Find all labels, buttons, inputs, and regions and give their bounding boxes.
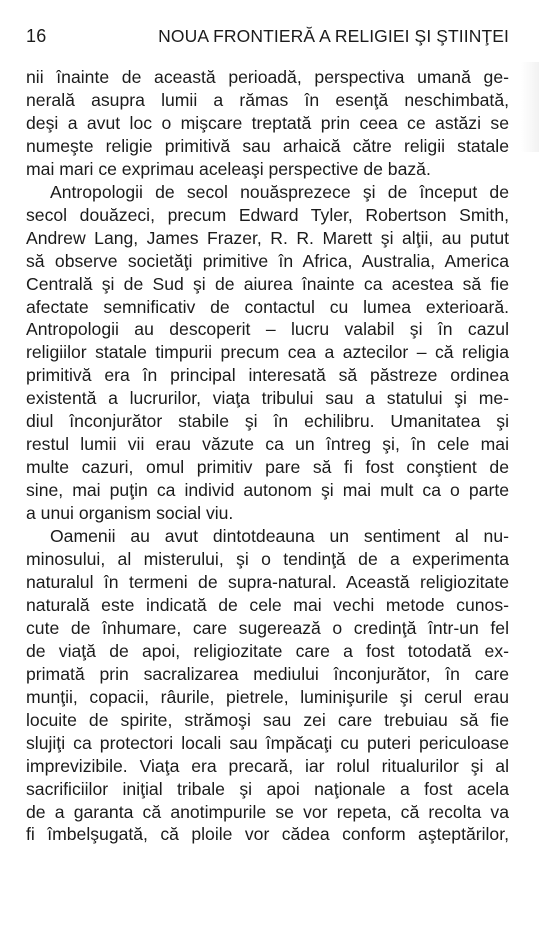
text-line: mai mari ce exprimau aceleaşi perspective de bază. bbox=[26, 158, 431, 179]
text-line: de a garanta că anotimpurile se vor repeta, că recolta va bbox=[26, 801, 509, 822]
text-line: de viaţă de apoi, religiozitate care a fost totodată ex- bbox=[26, 640, 509, 661]
text-line: cute de înhumare, care sugerează o credinţă într-un fel bbox=[26, 617, 509, 638]
text-line: minosului, al misterului, şi o tendinţă de a experimenta bbox=[26, 549, 509, 570]
body-text bbox=[26, 66, 509, 846]
text-line: a unui organism social viu. bbox=[26, 503, 234, 524]
text-line: primitivă era în principal interesată să păstreze ordinea bbox=[26, 365, 509, 386]
page-edge-shadow bbox=[521, 62, 539, 152]
text-line: fi îmbelşugată, că ploile vor cădea conform aşteptărilor, bbox=[26, 824, 509, 845]
text-line: numeşte religie primitivă sau arhaică către religii statale bbox=[26, 135, 509, 156]
text-line: sine, mai puţin ca individ autonom şi mai mult ca o parte bbox=[26, 480, 509, 501]
text-line: afectate semnificativ de contactul cu lumea exterioară. bbox=[26, 296, 509, 317]
text-line: Antropologii au descoperit – lucru valabil şi în cazul bbox=[26, 319, 509, 340]
text-line: Centrală şi de Sud şi de aiurea înainte ca acestea să fie bbox=[26, 273, 509, 294]
text-line: sacrificiilor iniţial tribale şi apoi naţionale a fost acela bbox=[26, 778, 509, 799]
text-line: naturală este indicată de cele mai vechi metode cunos- bbox=[26, 594, 509, 615]
text-line: munţii, copacii, râurile, pietrele, luminişurile şi cerul erau bbox=[26, 686, 509, 707]
text-line: nerală asupra lumii a rămas în esenţă neschimbată, bbox=[26, 89, 509, 110]
text-line: primată prin sacralizarea mediului înconjurător, în care bbox=[26, 663, 509, 684]
text-line: Andrew Lang, James Frazer, R. R. Marett şi alţii, au putut bbox=[26, 227, 509, 248]
page-header bbox=[26, 26, 509, 50]
running-title: NOUA FRONTIERĂ A RELIGIEI ŞI ŞTIINŢEI bbox=[158, 26, 509, 46]
text-line: Oamenii au avut dintotdeauna un sentiment al nu- bbox=[50, 526, 509, 547]
text-line: Antropologii de secol nouăsprezece şi de început de bbox=[50, 181, 509, 202]
text-line: existentă a lucrurilor, viaţa tribului sau a statului şi me- bbox=[26, 388, 509, 409]
text-line: să observe societăţi primitive în Africa, Australia, America bbox=[26, 250, 509, 271]
page-number: 16 bbox=[26, 26, 47, 46]
text-line: naturalul în termeni de supra-natural. Această religiozitate bbox=[26, 571, 509, 592]
text-line: diul înconjurător stabile şi în echilibru. Umanitatea şi bbox=[26, 411, 509, 432]
text-line: nii înainte de această perioadă, perspectiva umană ge- bbox=[26, 67, 509, 87]
text-line: slujiţi ca protectori locali sau împăcaţi cu puteri periculoase bbox=[26, 732, 509, 753]
text-line: locuite de spirite, strămoşi sau zei care trebuiau să fie bbox=[26, 709, 509, 730]
text-line: secol douăzeci, precum Edward Tyler, Robertson Smith, bbox=[26, 204, 509, 225]
text-line: imprevizibile. Viaţa era precară, iar rolul ritualurilor şi al bbox=[26, 755, 509, 776]
text-line: deşi a avut loc o mişcare treptată prin ceea ce astăzi se bbox=[26, 112, 509, 133]
text-line: multe cazuri, omul primitiv pare să fi fost conştient de bbox=[26, 457, 509, 478]
text-line: religiilor statale timpurii precum cea a aztecilor – că religia bbox=[26, 342, 509, 363]
text-line: restul lumii vii erau văzute ca un întreg şi, în cele mai bbox=[26, 434, 509, 455]
